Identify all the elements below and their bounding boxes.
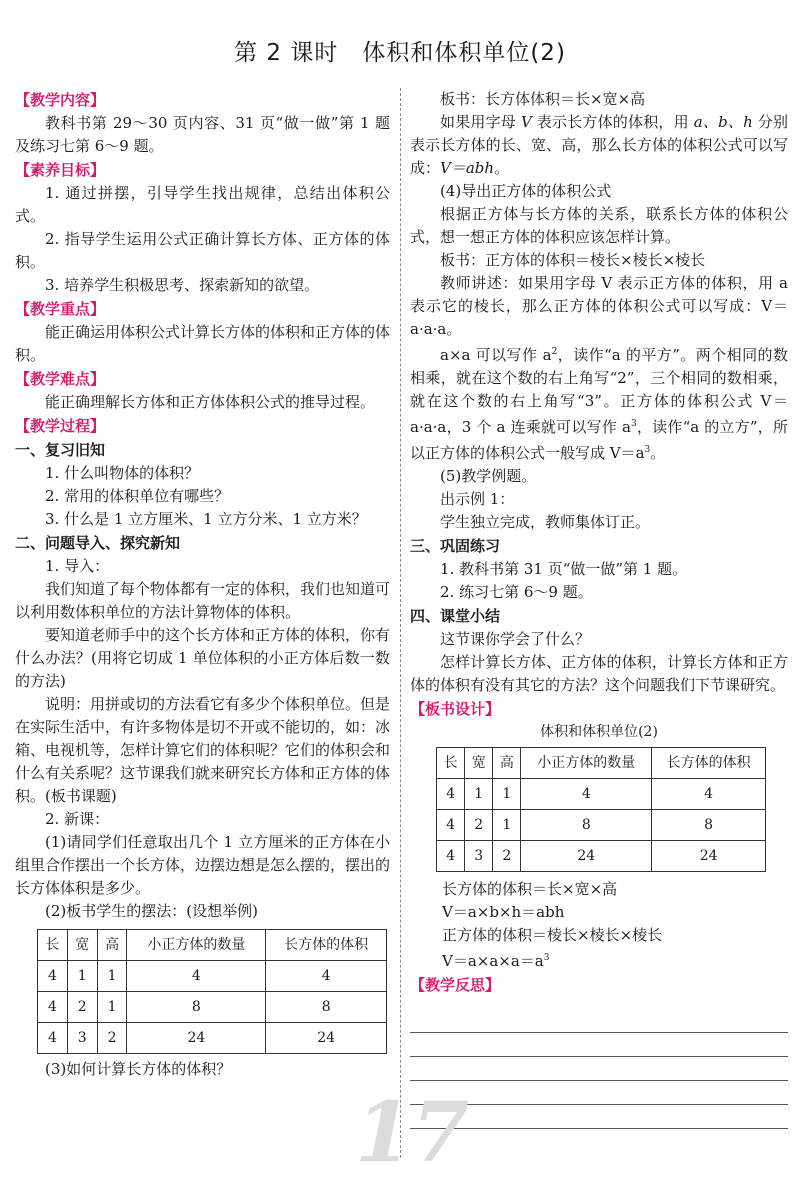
table-header: 宽 [67,930,97,961]
table-cell: 4 [38,992,68,1023]
table-row [437,841,766,872]
table-cell: 8 [652,810,766,841]
table-cell: 24 [652,841,766,872]
goal-3: 3. 培养学生积极思考、探索新知的欲望。 [45,276,320,294]
heading-review: 一、复习旧知 [15,441,106,459]
exercise-1: 1. 教科书第 31 页“做一做”第 1 题。 [440,560,688,578]
content-text: 教科书第 29～30 页内容、31 页“做一做”第 1 题及练习七第 6～9 题。 [15,114,390,155]
table-header-row [38,930,387,961]
table-cell: 3 [465,841,493,872]
section-difficulties: 【教学难点】 [15,370,106,388]
summary-2: 怎样计算长方体、正方体的体积，计算长方体和正方体的体积有没有其它的方法？这个问题我们下节课研究。 [410,653,788,694]
board-table [436,747,766,872]
table-cell: 4 [437,841,465,872]
step-5: (5)教学例题。 [440,467,537,485]
exercise-2: 2. 练习七第 6～9 题。 [440,583,593,601]
writing-line[interactable] [410,1033,788,1057]
table-cell: 8 [521,810,652,841]
table-cell: 24 [127,1023,266,1054]
table-cell: 8 [127,992,266,1023]
table-header: 高 [493,748,521,779]
table-header: 小正方体的数量 [127,930,266,961]
table-cell: 8 [266,992,387,1023]
writing-line[interactable] [410,1057,788,1081]
intro-label: 1. 导入： [45,557,110,575]
column-divider [400,88,401,1158]
table-header: 长方体的体积 [266,930,387,961]
table-header: 小正方体的数量 [521,748,652,779]
step-2: (2)板书学生的摆法：(设想举例) [45,902,258,920]
table-header: 长方体的体积 [652,748,766,779]
table-cell: 4 [38,961,68,992]
table-cell: 4 [437,779,465,810]
table-cell: 3 [67,1023,97,1054]
table-header: 宽 [465,748,493,779]
step-1: (1)请同学们任意取出几个 1 立方厘米的正方体在小组里合作摆出一个长方体，边摆边想是怎么摆的，摆出的长方体体积是多少。 [15,833,391,897]
table-cell: 4 [437,810,465,841]
question-3: 3. 什么是 1 立方厘米、1 立方分米、1 立方米？ [45,510,367,528]
heading-practice: 三、巩固练习 [410,537,501,555]
table-cell: 24 [266,1023,387,1054]
letter-formula-paragraph: 如果用字母 V 表示长方体的体积，用 a、b、h 分别表示长方体的长、宽、高，那么长方体的体积公式可以写成：V＝abh。 [410,113,788,177]
heading-summary: 四、课堂小结 [410,607,501,625]
section-key-points: 【教学重点】 [15,300,106,318]
question-1: 1. 什么叫物体的体积？ [45,464,200,482]
difficulty-text: 能正确理解长方体和正方体体积公式的推导过程。 [45,393,376,411]
table-cell: 1 [97,961,127,992]
table-row [437,810,766,841]
paragraph-2: 要知道老师手中的这个长方体和正方体的体积，你有什么办法？(用将它切成 1 单位体积的小正方体后数一数的方法) [15,626,391,690]
section-reflection: 【教学反思】 [410,976,501,994]
board-cuboid-formula: 板书：长方体体积＝长×宽×高 [440,90,646,108]
section-goals: 【素养目标】 [15,161,106,179]
section-board-design: 【板书设计】 [410,700,501,718]
formula-cube-letters: $V=a\times a\times a=a^3$ [442,952,550,970]
table-cell: 4 [38,1023,68,1054]
table-header: 高 [97,930,127,961]
step-4: (4)导出正方体的体积公式 [440,182,612,200]
table-row [38,961,387,992]
table-cell: 4 [127,961,266,992]
example-label: 出示例 1： [440,490,515,508]
teacher-explanation: 教师讲述：如果用字母 V 表示正方体的体积，用 a 表示它的棱长，那么正方体的体积公式可以写成：V＝a·a·a。 [410,274,788,338]
table-cell: 2 [493,841,521,872]
key-text: 能正确运用体积公式计算长方体的体积和正方体的体积。 [15,323,391,364]
table-cell: 24 [521,841,652,872]
section-teaching-content: 【教学内容】 [15,91,106,109]
example-text: 学生独立完成，教师集体订正。 [440,513,651,531]
right-column [410,88,788,1129]
table-header-row [437,748,766,779]
goal-2: 2. 指导学生运用公式正确计算长方体、正方体的体积。 [15,230,390,271]
table-cell: 2 [465,810,493,841]
cube-derivation: 根据正方体与长方体的关系，联系长方体的体积公式，想一想正方体的体积应该怎样计算。 [410,205,788,246]
table-header: 长 [38,930,68,961]
question-2: 2. 常用的体积单位有哪些？ [45,487,230,505]
table-cell: 1 [465,779,493,810]
table-cell: 4 [521,779,652,810]
section-process: 【教学过程】 [15,417,106,435]
table-cell: 4 [652,779,766,810]
cuboid-table [37,929,387,1054]
goal-1: 1. 通过拼摆，引导学生找出规律，总结出体积公式。 [15,184,390,225]
step-3: (3)如何计算长方体的体积？ [45,1060,232,1078]
formula-cuboid-letters: V＝a×b×h＝abh [442,903,565,921]
paragraph-1: 我们知道了每个物体都有一定的体积，我们也知道可以利用数体积单位的方法计算物体的体积。 [15,580,391,621]
table-row [38,1023,387,1054]
table-cell: 2 [67,992,97,1023]
table-header: 长 [437,748,465,779]
table-row [437,779,766,810]
page-number: 17 [355,1085,470,1181]
table-cell: 4 [266,961,387,992]
heading-new-knowledge: 二、问题导入、探究新知 [15,534,181,552]
writing-line[interactable] [410,1009,788,1033]
formula-cuboid-words: 长方体的体积＝长×宽×高 [442,880,618,898]
table-cell: 1 [97,992,127,1023]
board-caption: 体积和体积单位(2) [540,724,658,740]
table-cell: 1 [67,961,97,992]
table-cell: 1 [493,779,521,810]
page-title: 第 2 课时 体积和体积单位(2) [234,40,566,66]
paragraph-3: 说明：用拼或切的方法看它有多少个体积单位。但是在实际生活中，有许多物体是切不开或不能切的，如：冰箱、电视机等，怎样计算它们的体积呢？它们的体积会和什么有关系呢？这节课我们就来研究长方体和正方体的体积。(板书课题) [15,695,391,805]
left-column [15,88,390,1081]
table-row [38,992,387,1023]
new-lesson-label: 2. 新课： [45,810,110,828]
power-explanation: a×a 可以写作 $a^2$，读作“a 的平方”。两个相同的数相乘，就在这个数的右上角写“2”，三个相同的数相乘，就在这个数的右上角写“3”。正方体的体积公式 V＝a·a·a，3 个 a 连乘就可以写作 $a^3$，读作“a 的立方”，所以正方体的体积公式一般写成 $V=a^3$。 [410,346,788,462]
summary-1: 这节课你学会了什么？ [440,630,591,648]
table-cell: 1 [493,810,521,841]
table-cell: 2 [97,1023,127,1054]
board-cube-formula: 板书：正方体的体积＝棱长×棱长×棱长 [440,251,706,269]
formula-cube-words: 正方体的体积＝棱长×棱长×棱长 [442,926,663,944]
